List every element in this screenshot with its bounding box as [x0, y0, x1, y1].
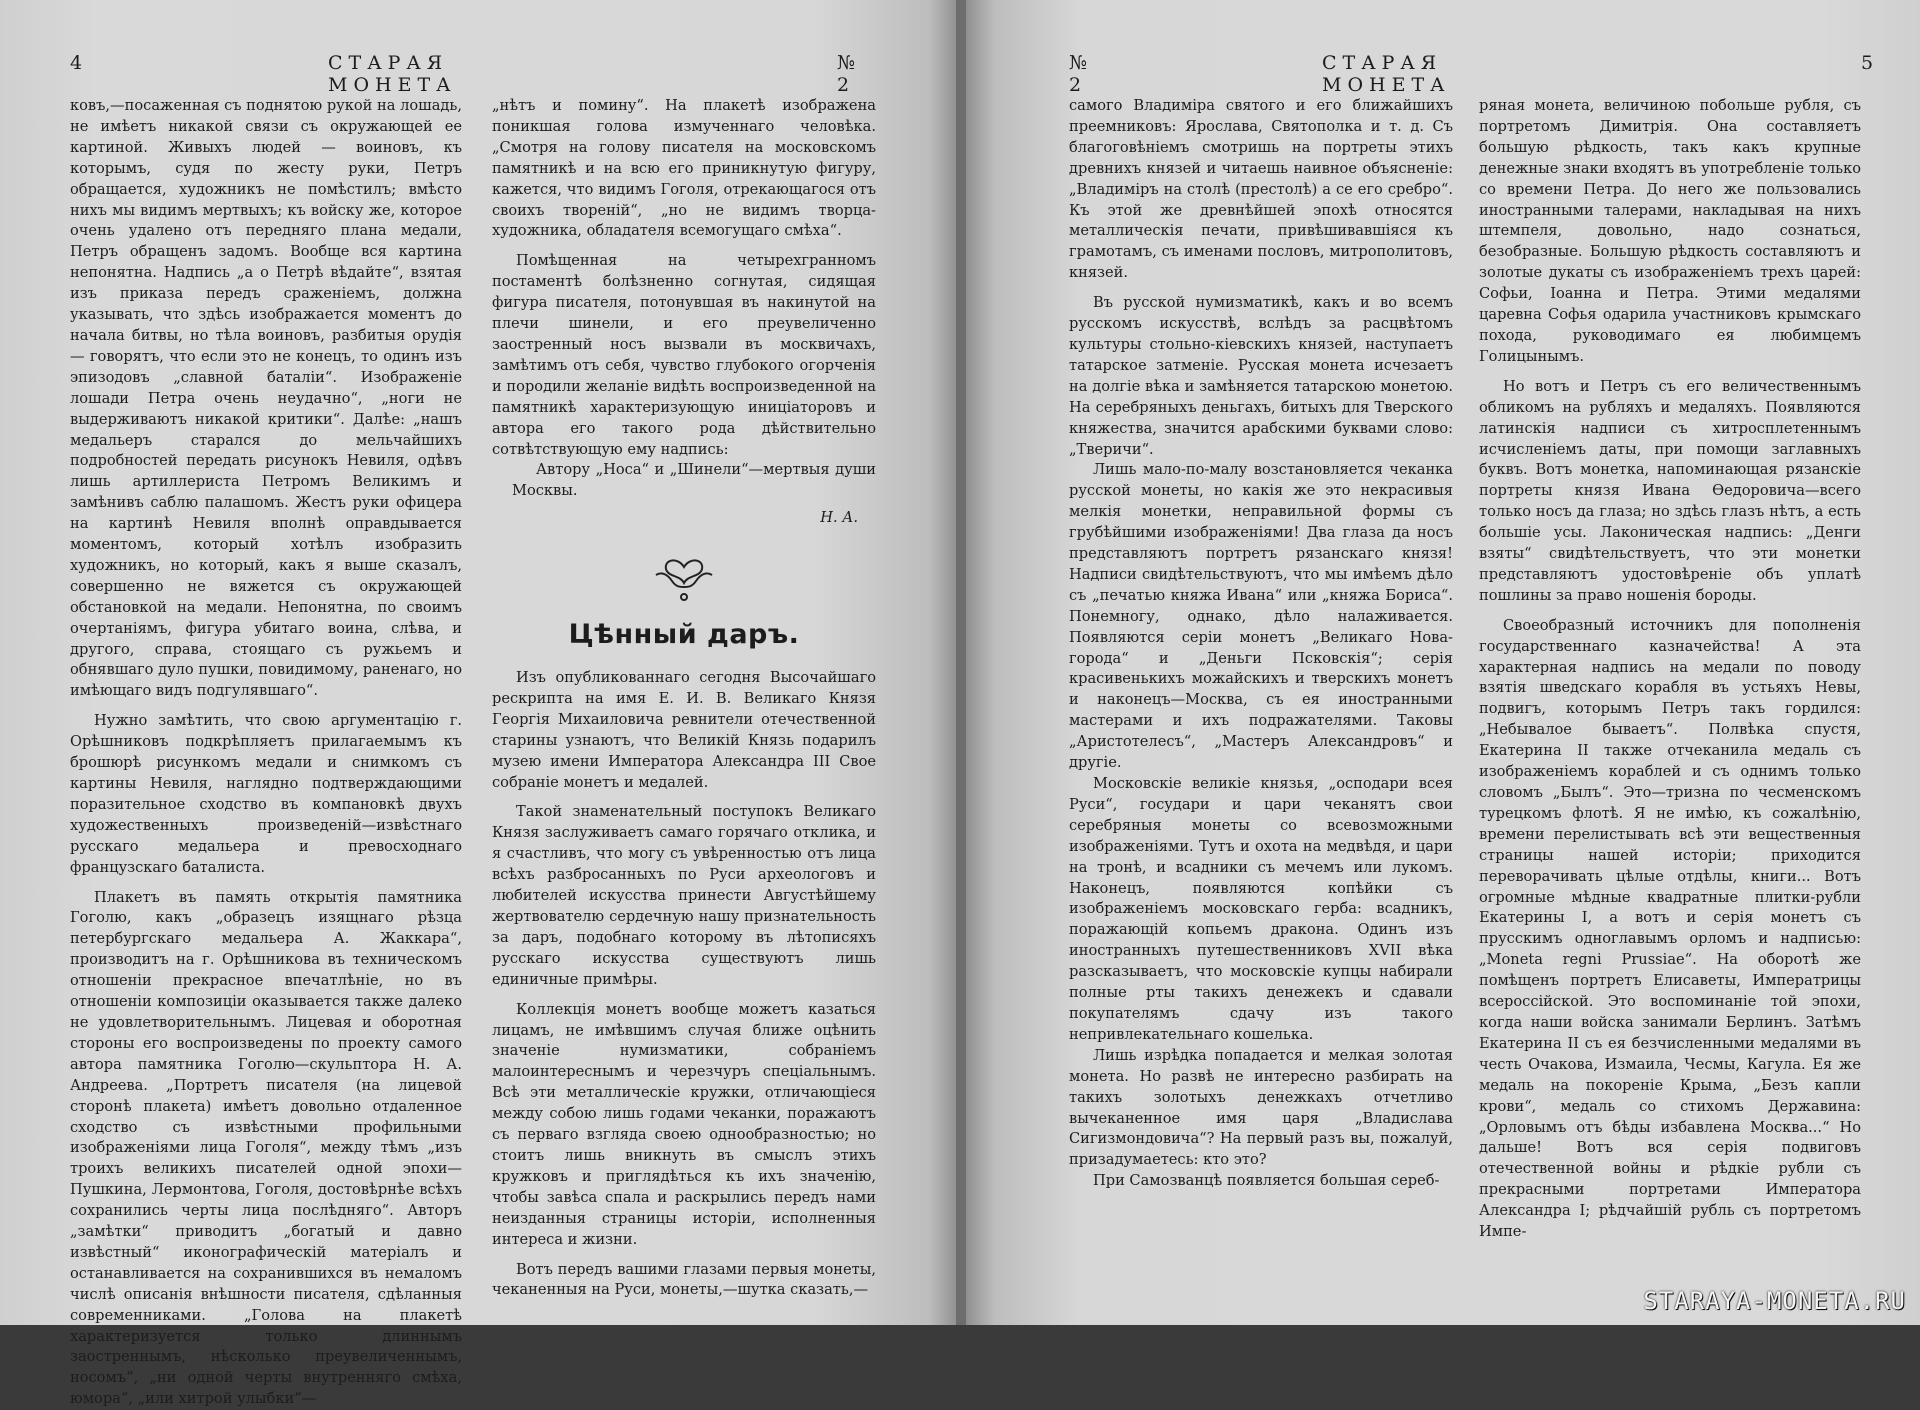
paragraph: При Самозванцѣ появляется большая сереб-	[1093, 1172, 1440, 1190]
inscription-quote: Автору „Носа“ и „Шинели“—мертвыя души Москвы.	[512, 461, 876, 500]
author-signature: Н. А.	[820, 509, 858, 527]
paragraph: Своеобразный источникъ для пополненія государственнаго казначейства! А эта характерная надпись на медали по поводу взятія шведскаго корабля въ устьяхъ Невы, подвигъ, которымъ Петръ такъ гордился: „Небывалое бываетъ“. Полвѣка спустя, Екатерина II также отчеканила медаль съ изображеніемъ кораблей и съ однимъ только словомъ „Былъ“. Это—тризна по чесменскомъ турецкомъ флотѣ. Я не имѣю, къ сожалѣнію, времени перелистывать всѣ эти вещественныя страницы нашей исторіи; приходится переворачивать цѣлые отдѣлы, книги... Вотъ огромные мѣдные квадратные плитки-рубли Екатерины I, а вотъ и серія монетъ съ прусскимъ одноглавымъ орломъ и надписью: „Moneta regni Prussiae“. На оборотѣ же помѣщенъ портретъ Елисаветы, Императрицы всероссійской. Это воспоминаніе той эпохи, когда наши войска занимали Берлинъ. Затѣмъ Екатерина II съ ея безчисленными медалями въ честь Очакова, Измаила, Чесмы, Кагула. Ея же медаль на покореніе Крыма, „Безъ капли крови“, медаль со стихомъ Державина: „Орловымъ отъ бѣды избавлена Москва...“ Но дальше! Вотъ вся серія подвиговъ отечественной войны и рѣдкіе рубли съ прекрасными портретами Императора Александра I; рѣдчайшій рубль съ портретомъ Импе-	[1479, 616, 1861, 1241]
page-number: 4	[70, 52, 83, 74]
paragraph: Нужно замѣтить, что свою аргументацію г. Орѣшниковъ подкрѣпляетъ прилагаемымъ къ брошюрѣ рисункомъ медали и снимкомъ съ картины Невиля, наглядно подтверждающими поразительное сходство въ компановкѣ двухъ художественныхъ произведеній—извѣстнаго русскаго медальера и превосходнаго французскаго баталиста.	[70, 712, 462, 876]
issue-number: № 2	[837, 52, 855, 96]
right-page	[966, 0, 1920, 1325]
issue-number: № 2	[1069, 52, 1087, 96]
left-page	[0, 0, 958, 1408]
journal-title: СТАРАЯ МОНЕТА	[1322, 52, 1451, 96]
paragraph: Въ русской нумизматикѣ, какъ и во всемъ русскомъ искусствѣ, вслѣдъ за расцвѣтомъ культуры стольно-кіевскихъ князей, наступаетъ татарское затменіе. Русская монета исчезаетъ на долгіе вѣка и замѣняется татарскою монетою. На серебряныхъ деньгахъ, битыхъ для Тверского княжества, значится арабскими буквами слово: „Тверичи“.	[1069, 294, 1453, 458]
site-watermark: STARAYA-MONETA.RU	[1643, 1287, 1906, 1315]
journal-title: СТАРАЯ МОНЕТА	[328, 52, 457, 96]
paragraph: Помѣщенная на четырехгранномъ постаментѣ болѣзненно согнутая, сидящая фигура писателя, потонувшая въ накинутой на плечи шинели, и его преувеличенно заостренный носъ вызвали въ москвичахъ, замѣтимъ отъ себя, чувство глубокого огорченія и породили желаніе видѣть воспроизведенной на памятникѣ характеризующую иниціаторовъ и автора его такого рода дѣйствительно сотвѣтствующую ему надпись:	[492, 252, 876, 458]
paragraph: Плакетъ въ память открытія памятника Гоголю, какъ „образецъ изящнаго рѣзца петербургскаго медальера А. Жаккара“, производитъ на г. Орѣшникова въ техническомъ отношеніи прекрасное впечатлѣніе, но въ отношеніи композиціи оказывается также далеко не удовлетворительнымъ. Лицевая и оборотная стороны его воспроизведены по проекту самого автора памятника Гоголю—скульптора Н. А. Андреева. „Портретъ писателя (на лицевой сторонѣ плакета) имѣетъ довольно отдаленное сходство съ извѣстными профильными изображеніями лица Гоголя“, между тѣмъ „изъ троихъ великихъ писателей одной эпохи—Пушкина, Лермонтова, Гоголя, достовѣрнѣе всѣхъ сохранились черты лица послѣдняго“. Авторъ „замѣтки“ приводитъ „богатый и давно извѣстный“ иконографическій матеріалъ и останавливается на сохранившихся въ немаломъ числѣ описанія внѣшности писателя, сдѣланныя современниками. „Голова на плакетѣ характеризуется только длиннымъ заостреннымъ, нѣсколько преувеличеннымъ, носомъ“, „ни одной черты внутренняго смѣха, юмора“, „или хитрой улыбки“—	[70, 888, 462, 1408]
ornament-icon	[652, 553, 716, 603]
paragraph: Такой знаменательный поступокъ Великаго Князя заслуживаетъ самаго горячаго отклика, и я счастливъ, что могу съ увѣренностью отъ лица всѣхъ разбросанныхъ по Руси археологовъ и любителей искусства принести Августѣйшему жертвователю сердечную нашу признательность за даръ, подобнаго которому въ лѣтописяхъ русскаго искусства существуютъ лишь единичные примѣры.	[492, 803, 876, 988]
paragraph: ковъ,—посаженная съ поднятою рукой на лошадь, не имѣетъ никакой связи съ окружающей ее картиной. Живыхъ людей — воиновъ, къ которымъ, судя по жесту руки, Петръ обращается, художникъ не помѣстилъ; вмѣсто нихъ мы видимъ мертвыхъ; къ войску же, которое очень удалено отъ передняго плана медали, Петръ обращенъ задомъ. Вообще вся картина непонятна. Надпись „а о Петрѣ вѣдайте“, взятая изъ приказа передъ сраженіемъ, должна указывать, что здѣсь изображается моментъ до начала битвы, но тѣла воиновъ, разбитыя орудія — говорятъ, что если это не конецъ, то одинъ изъ эпизодовъ „славной баталіи“. Изображеніе лошади Петра очень неудачно“, „ноги не выдерживаютъ никакой критики“. Далѣе: „нашъ медальеръ старался до мельчайшихъ подробностей передать рисунокъ Невиля, одѣвъ лишь артиллериста Петромъ Великимъ и замѣнивъ саблю палашомъ. Жестъ руки офицера на картинѣ Невиля вполнѣ оправдывается моментомъ, который хотѣлъ изобразить художникъ, но который, какъ я выше сказалъ, совершенно не вяжется съ окружающей обстановкой на медали. Непонятна, по своимъ очертаніямъ, фигура убитаго воина, слѣва, и другого, справа, стоящаго съ ружьемъ и обнявшаго дуло пушки, повидимому, раненаго, но имѣющаго видъ подгулявшаго“.	[70, 97, 462, 700]
paragraph: Коллекція монетъ вообще можетъ казаться лицамъ, не имѣвшимъ случая ближе оцѣнить значеніе нумизматики, собраніемъ малоинтереснымъ и черезчуръ спеціальнымъ. Всѣ эти металлическіе кружки, отличающіеся между собою лишь годами чеканки, поражаютъ съ перваго взгляда своею однообразностью; но стоитъ лишь вникнуть въ смыслъ этихъ кружковъ и приглядѣться къ ихъ значенію, чтобы завѣса спала и раскрылись передъ нами неизданныя страницы исторіи, исполненныя интереса и жизни.	[492, 1000, 876, 1248]
paragraph: Вотъ передъ вашими глазами первыя монеты, чеканенныя на Руси, монеты,—шутка сказать,—	[492, 1260, 876, 1299]
paragraph: Лишь мало-по-малу возстановляется чеканка русской монеты, но какія же это некрасивыя мелкія монетки, неправильной формы съ грубѣйшими изображеніями! Два глаза да носъ представляютъ портретъ рязанскаго князя! Надписи свидѣтельствуютъ, что мы имѣемъ дѣло съ „печатью княжа Ивана“ или „княжа Бориса“. Понемногу, однако, дѣло налаживается. Появляются серіи монетъ „Великаго Нова-города“ и „Деньги Псковскія“; серія красивенькихъ можайскихъ и тверскихъ монетъ и наконецъ—Москва, съ ея иностранными мастерами и ихъ подражателями. Таковы „Аристотелесъ“, „Мастеръ Александровъ“ и другіе.	[1069, 461, 1453, 772]
page-number: 5	[1861, 52, 1874, 74]
paragraph: „нѣтъ и помину“. На плакетѣ изображена поникшая голова измученнаго человѣка. „Смотря на голову писателя на московскомъ памятникѣ и на всю его приникнутую фигуру, кажется, что видимъ Гоголя, отрекающагося отъ своихъ твореній“, „но не видимъ творца-художника, обладателя всемогущаго смѣха“.	[492, 97, 876, 240]
paragraph: ряная монета, величиною побольше рубля, съ портретомъ Димитрія. Она составляетъ большую рѣдкость, такъ какъ крупные денежные знаки входятъ въ употребленіе только со времени Петра. До него же пользовались иностранными талерами, накладывая на нихъ штемпеля, довольно, надо сознаться, безобразные. Большую рѣдкость составляютъ и золотые дукаты съ изображеніемъ трехъ царей: Софьи, Іоанна и Петра. Этими медалями царевна Софья одарила участниковъ крымскаго похода, руководимаго ея любимцемъ Голицынымъ.	[1479, 97, 1861, 365]
article-heading: Цѣнный даръ.	[568, 619, 800, 651]
paragraph: Но вотъ и Петръ съ его величественнымъ обликомъ на рубляхъ и медаляхъ. Появляются латинскія надписи съ хитросплетеннымъ исчисленіемъ даты, при помощи заглавныхъ буквъ. Вотъ монетка, напоминающая рязанскіе портреты князя Ивана Ѳедоровича—всего только носъ да глаза; но здѣсь глазъ нѣтъ, а есть большіе усы. Лаконическая надпись: „Денги взяты“ свидѣтельствуетъ, что эти монетки представляютъ удостовѣреніе объ уплатѣ пошлины за право ношенія бороды.	[1479, 377, 1861, 604]
left-page-column-2	[492, 96, 876, 1301]
paragraph: Изъ опубликованнаго сегодня Высочайшаго рескрипта на имя Е. И. В. Великаго Князя Георгія Михаиловича ревнители отечественной старины узнаютъ, что Великій Князь подарилъ музею имени Императора Александра III Свое собраніе монетъ и медалей.	[492, 669, 876, 791]
left-page-column-1	[70, 96, 462, 1410]
right-page-column-1	[1069, 96, 1453, 1192]
right-page-column-2	[1479, 96, 1861, 1243]
paragraph: Лишь изрѣдка попадается и мелкая золотая монета. Но развѣ не интересно разбирать на такихъ золотыхъ денежкахъ отчетливо вычеканенное имя царя „Владислава Сигизмондовича“? На первый разъ вы, пожалуй, призадумаетесь: кто это?	[1069, 1046, 1453, 1169]
paragraph: самого Владиміра святого и его ближайшихъ преемниковъ: Ярослава, Святополка и т. д. Съ благоговѣніемъ смотришь на портреты этихъ древнихъ князей и читаешь наивное объясненіе: „Владиміръ на столѣ (престолѣ) а се его сребро“. Къ этой же древнѣйшей эпохѣ относятся металлическія печати, привѣшивавшіяся къ грамотамъ, съ именами пословъ, митрополитовъ, князей.	[1069, 97, 1453, 282]
paragraph: Московскіе великіе князья, „осподари всея Руси“, государи и цари чеканятъ свои серебряныя монеты со всевозможными изображеніями. Тутъ и охота на медвѣдя, и цари на тронѣ, и всадники съ мечемъ или лукомъ. Наконецъ, появляются копѣйки съ изображеніемъ московскаго герба: всадникъ, поражающій копьемъ дракона. Одинъ изъ иностранныхъ путешественниковъ XVII вѣка разсказываетъ, что московскіе купцы набирали полные рты такихъ денежекъ и сдавали покупателямъ сдачу изъ такого непривлекательнаго кошелька.	[1069, 775, 1453, 1043]
